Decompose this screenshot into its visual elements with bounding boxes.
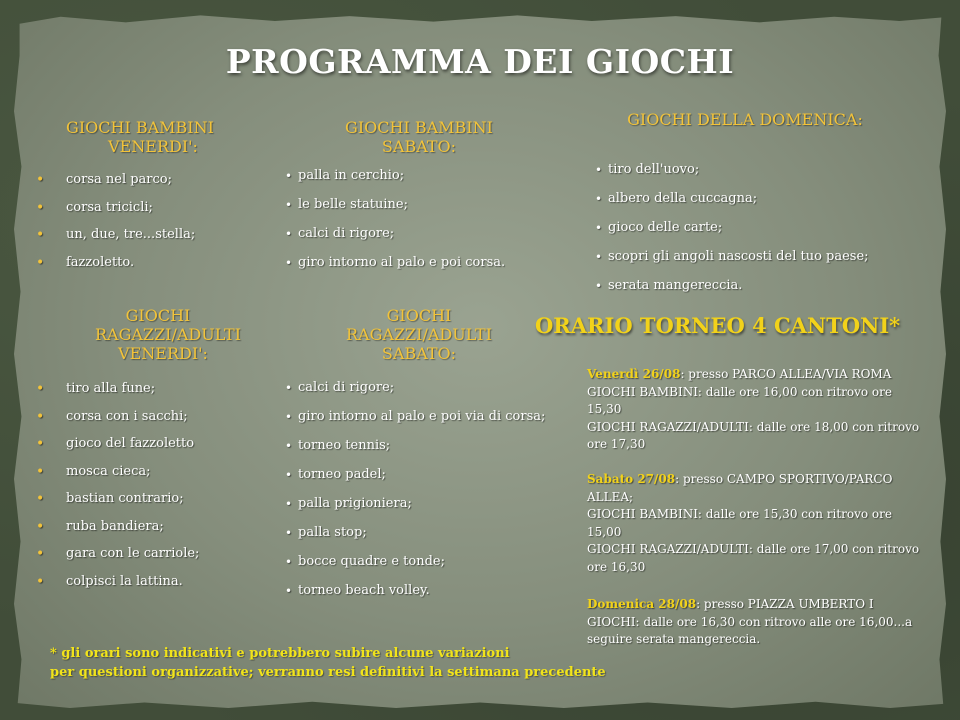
- heading-domenica: [610, 110, 880, 129]
- list-item: • gioco del fazzoletto: [66, 436, 199, 464]
- list-item: • le belle statuine;: [298, 197, 505, 226]
- schedule-line: GIOCHI RAGAZZI/ADULTI: dalle ore 18,00 con ritrovo ore 17,30: [587, 419, 920, 452]
- list-item: • calci di rigore;: [298, 226, 505, 255]
- schedule-day: Domenica 28/08: [587, 597, 697, 611]
- heading-line: GIOCHI BAMBINI: [66, 118, 214, 137]
- list-item: • palla prigioniera;: [298, 496, 545, 525]
- heading-line: GIOCHI: [386, 306, 452, 325]
- torneo-title: ORARIO TORNEO 4 CANTONI*: [535, 313, 901, 338]
- list-ragazzi-sabato: [298, 380, 545, 612]
- heading-bambini-sabato: [330, 118, 508, 156]
- schedule-line: GIOCHI RAGAZZI/ADULTI: dalle ore 17,00 con ritrovo ore 16,30: [587, 542, 920, 574]
- list-item: • bastian contrario;: [66, 491, 199, 519]
- list-item: • corsa con i sacchi;: [66, 409, 199, 437]
- list-item: • tiro alla fune;: [66, 381, 199, 409]
- heading-line: SABATO:: [381, 344, 457, 363]
- list-item: • giro intorno al palo e poi corsa.: [298, 255, 505, 284]
- list-item: • serata mangereccia.: [608, 278, 869, 307]
- schedule-domenica: [587, 596, 922, 649]
- schedule-line: GIOCHI: dalle ore 16,30 con ritrovo alle ore 16,00...a seguire serata mangereccia.: [587, 614, 913, 647]
- schedule-day: Sabato 27/08: [587, 472, 676, 486]
- heading-bambini-venerdi: [50, 118, 230, 156]
- list-bambini-sabato: [298, 168, 505, 284]
- list-item: • palla stop;: [298, 525, 545, 554]
- list-item: • giro intorno al palo e poi via di corsa;: [298, 409, 545, 438]
- schedule-venerdi: [587, 366, 922, 454]
- list-item: • corsa tricicli;: [66, 200, 195, 228]
- heading-line: VENERDI':: [108, 137, 198, 156]
- list-item: • albero della cuccagna;: [608, 191, 869, 220]
- schedule-line: GIOCHI BAMBINI: dalle ore 15,30 con ritrovo ore 15,00: [587, 507, 892, 539]
- schedule-place: : presso PARCO ALLEA/VIA ROMA: [680, 367, 892, 381]
- page-title: PROGRAMMA DEI GIOCHI: [225, 42, 735, 81]
- heading-ragazzi-venerdi: [68, 306, 248, 363]
- list-bambini-venerdi: [66, 172, 195, 282]
- list-item: • calci di rigore;: [298, 380, 545, 409]
- list-item: • ruba bandiera;: [66, 519, 199, 547]
- schedule-sabato: [587, 471, 922, 577]
- list-item: • bocce quadre e tonde;: [298, 554, 545, 583]
- heading-line: VENERDI':: [118, 344, 208, 363]
- list-item: • corsa nel parco;: [66, 172, 195, 200]
- heading-line: GIOCHI: [125, 306, 191, 325]
- list-item: • tiro dell'uovo;: [608, 162, 869, 191]
- list-item: • torneo padel;: [298, 467, 545, 496]
- heading-line: GIOCHI BAMBINI: [345, 118, 493, 137]
- list-item: • torneo tennis;: [298, 438, 545, 467]
- list-item: • colpisci la lattina.: [66, 574, 199, 602]
- list-item: • gioco delle carte;: [608, 220, 869, 249]
- heading-line: RAGAZZI/ADULTI: [94, 325, 242, 344]
- schedule-line: GIOCHI BAMBINI: dalle ore 16,00 con ritrovo ore 15,30: [587, 384, 892, 417]
- heading-line: SABATO:: [381, 137, 457, 156]
- list-item: • palla in cerchio;: [298, 168, 505, 197]
- list-item: • torneo beach volley.: [298, 583, 545, 612]
- footnote-line: * gli orari sono indicativi e potrebbero subire alcune variazioni: [50, 646, 510, 661]
- list-item: • un, due, tre...stella;: [66, 227, 195, 255]
- list-item: • fazzoletto.: [66, 255, 195, 283]
- footnote: [50, 644, 670, 682]
- footnote-line: per questioni organizzative; verranno resi definitivi la settimana precedente: [50, 665, 606, 680]
- list-domenica: [608, 162, 869, 307]
- list-item: • mosca cieca;: [66, 464, 199, 492]
- schedule-place: : presso CAMPO SPORTIVO/PARCO ALLEA;: [587, 472, 893, 504]
- schedule-day: Venerdì 26/08: [587, 367, 681, 381]
- schedule-place: : presso PIAZZA UMBERTO I: [696, 597, 874, 611]
- heading-line: GIOCHI DELLA DOMENICA:: [627, 110, 863, 129]
- list-item: • scopri gli angoli nascosti del tuo paese;: [608, 249, 869, 278]
- list-item: • gara con le carriole;: [66, 546, 199, 574]
- list-ragazzi-venerdi: [66, 381, 199, 601]
- heading-line: RAGAZZI/ADULTI: [345, 325, 493, 344]
- heading-ragazzi-sabato: [330, 306, 508, 363]
